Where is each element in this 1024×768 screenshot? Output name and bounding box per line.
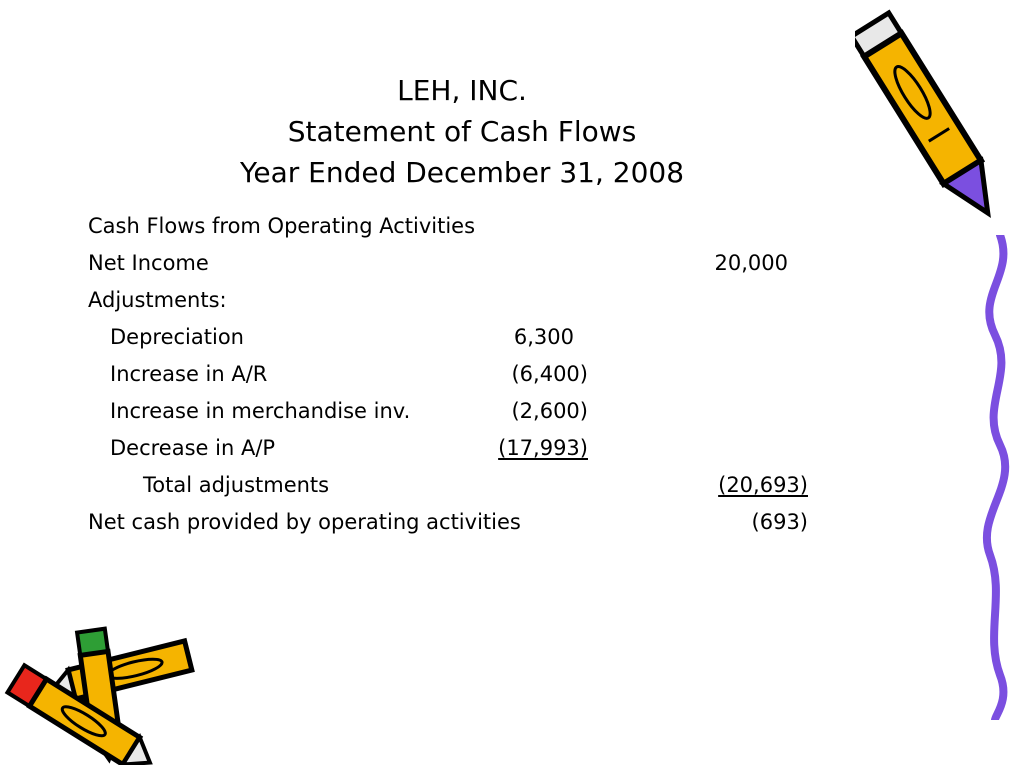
- adjustment-row-ar: [88, 359, 848, 389]
- statement-period: Year Ended December 31, 2008: [239, 156, 685, 189]
- section-heading: Cash Flows from Operating Activities: [88, 214, 476, 238]
- statement-name: Statement of Cash Flows: [287, 115, 637, 148]
- squiggle-line-icon: [955, 235, 1024, 720]
- adjustment-label: Increase in merchandise inv.: [110, 399, 411, 423]
- pencil-icon: [855, 0, 1024, 250]
- adjustments-heading: Adjustments:: [88, 288, 227, 312]
- total-adjustments-amount: (20,693): [718, 473, 808, 497]
- total-adjustments-label: Total adjustments: [143, 473, 330, 497]
- net-cash-row: [88, 507, 848, 537]
- adjustment-amount: (6,400): [511, 362, 588, 386]
- adjustment-row-depreciation: [88, 322, 848, 352]
- adjustment-amount: (2,600): [511, 399, 588, 423]
- crossed-pencils-icon: [0, 615, 210, 765]
- net-cash-label: Net cash provided by operating activities: [88, 510, 521, 534]
- adjustment-row-ap: [88, 433, 848, 463]
- statement-title: [0, 70, 924, 193]
- adjustment-label: Decrease in A/P: [110, 436, 276, 460]
- total-adjustments-row: [88, 470, 848, 500]
- net-income-amount: 20,000: [714, 251, 788, 275]
- net-income-label: Net Income: [88, 251, 209, 275]
- adjustment-label: Increase in A/R: [110, 362, 268, 386]
- adjustments-heading-row: [88, 285, 848, 315]
- adjustment-amount: 6,300: [513, 325, 574, 349]
- net-cash-amount: (693): [751, 510, 808, 534]
- adjustment-label: Depreciation: [110, 325, 244, 349]
- company-name: LEH, INC.: [397, 74, 527, 107]
- net-income-row: [88, 248, 848, 278]
- adjustment-row-merchandise: [88, 396, 848, 426]
- section-heading-row: [88, 211, 848, 241]
- adjustment-amount: (17,993): [498, 436, 588, 460]
